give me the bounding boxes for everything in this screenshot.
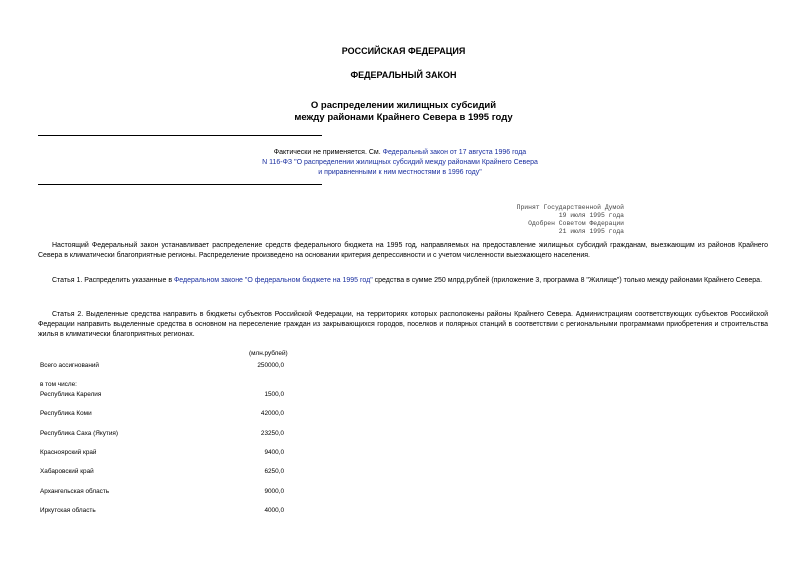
article-2-text: Статья 2. Выделенные средства направить в бюджеты субъектов Российской Федерации, на территориях которых расположены районы Крайнего Севера. Администрациям соответствующих субъектов Российской Федерации направить выделенные средства в основном на переселение граждан из закрывающихся городов, поселков и полярных станций в соответствии с региональными программами приобретения и строительства жилья в климатически благоприятных регионах. xyxy=(38,311,768,338)
article-1-suffix: средства в сумме 250 млрд.рублей (приложение 3, программа 8 "Жилище") только между районами Крайнего Севера. xyxy=(372,277,763,284)
table-row-label: Архангельская область xyxy=(40,488,110,495)
table-row-label: Республика Карелия xyxy=(40,391,102,398)
article-1 xyxy=(38,276,768,286)
country-heading: РОССИЙСКАЯ ФЕДЕРАЦИЯ xyxy=(341,46,466,56)
title-line-1: О распределении жилищных субсидий xyxy=(310,100,497,111)
table-row-label: Республика Коми xyxy=(40,410,92,417)
note-link-line-2[interactable]: N 116-ФЗ "О распределении жилищных субсидий между районами Крайнего Севера xyxy=(262,159,538,166)
document-title xyxy=(0,100,807,124)
adoption-line-4: 21 июля 1995 года xyxy=(558,228,624,235)
adoption-line-3: Одобрен Советом Федерации xyxy=(528,220,624,227)
table-row-value: 1500,0 xyxy=(264,391,284,398)
table-row-label: Красноярский край xyxy=(40,449,97,456)
article-1-prefix: Статья 1. Распределить указанные в xyxy=(52,277,174,284)
intro-paragraph xyxy=(38,241,768,261)
table-row-value: 9400,0 xyxy=(264,449,284,456)
title-line-2: между районами Крайнего Севера в 1995 году xyxy=(294,112,513,123)
law-type-heading: ФЕДЕРАЛЬНЫЙ ЗАКОН xyxy=(350,70,457,80)
table-row-value: 9000,0 xyxy=(264,488,284,495)
table-row-label: Иркутская область xyxy=(40,507,96,514)
intro-text: Настоящий Федеральный закон устанавливает распределение средств федерального бюджета на 1995 год, направляемых на предоставление жилищных субсидий гражданам, выезжающим из районов Крайнего Севера в климатически благоприятные регионы. Распределение произведено на основании критерия депрессивности и с учетом численности выезжающего населения. xyxy=(38,242,768,259)
note-link-line-1[interactable]: Федеральный закон от 17 августа 1996 года xyxy=(382,149,527,156)
table-row-value: 6250,0 xyxy=(264,468,284,475)
adoption-line-1: Принят Государственной Думой xyxy=(516,204,624,211)
adoption-block xyxy=(440,204,624,236)
table-row-label: Республика Саха (Якутия) xyxy=(40,430,118,437)
table-subheader: в том числе: xyxy=(40,381,77,388)
budget-law-link[interactable]: Федеральном законе "О федеральном бюджете на 1995 год" xyxy=(173,277,373,284)
status-note xyxy=(150,148,650,178)
bottom-divider xyxy=(38,184,322,185)
table-total-label: Всего ассигнований xyxy=(40,362,100,369)
table-row-value: 4000,0 xyxy=(264,507,284,514)
table-total-value: 250000,0 xyxy=(257,362,284,369)
note-prefix: Фактически не применяется. См. xyxy=(273,149,383,156)
table-row-label: Хабаровский край xyxy=(40,468,94,475)
top-divider xyxy=(38,135,322,136)
table-row-value: 23250,0 xyxy=(260,430,284,437)
article-2 xyxy=(38,310,768,340)
adoption-line-2: 19 июля 1995 года xyxy=(558,212,624,219)
table-unit: (млн.рублей) xyxy=(249,350,288,357)
note-link-line-3[interactable]: и приравненными к ним местностями в 1996 году" xyxy=(318,169,482,176)
table-row-value: 42000,0 xyxy=(260,410,284,417)
